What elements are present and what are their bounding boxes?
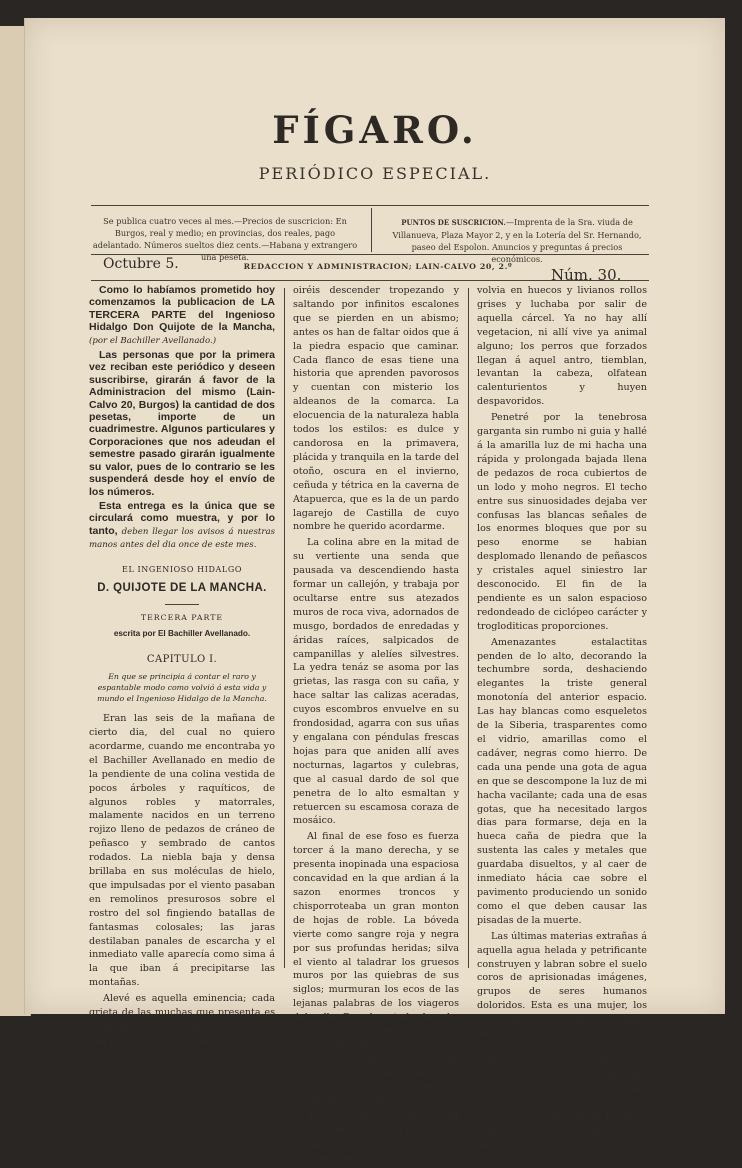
- dateline-rule-bottom: [91, 280, 649, 281]
- section-kicker: EL INGENIOSO HIDALGO: [122, 564, 242, 574]
- masthead-rule-top: [91, 205, 649, 206]
- subscription-prices: Se publica cuatro veces al mes.—Precios de suscricion: En Burgos, real y medio; en provincias, dos reales, pago adelantado. Números sueltos diez cents.—Habana y extrangero una peseta.: [92, 216, 358, 262]
- announcement-3-note: deben llegar los avisos á nuestras manos antes del dia once de este mes.: [89, 526, 275, 551]
- subscription-points: [385, 216, 649, 265]
- masthead-title: FÍGARO.: [272, 108, 478, 152]
- announcement-3: [89, 500, 275, 552]
- column-rule-1: [284, 288, 285, 968]
- body-paragraph: Eran las seis de la mañana de cierto dia, del cual no quiero acordarme, cuando me encontraba yo el Bachiller Avellanado en medio de la pendiente de una colina vestida de pocos árboles y raquíticos, de algunos robles y matorrales, malamente nacidos en un terreno rojizo lleno de pedazos de cráneo de peñasco y sembrado de cantos rodados. La niebla baja y densa brillaba en sus moléculas de hielo, que impulsadas por el viento pasaban en remolinos presurosos sobre el rostro del sol fingiendo batallas de fantasmas colosales; las jaras destilaban panales de escarcha y el inmediato valle aparecía como sima á la que iban á precipitarse las montañas.: [89, 713, 275, 989]
- chapter-summary: En que se principia á contar el raro y espantable modo como volvió á esta vida y mundo el Ingenioso Hidalgo de la Mancha.: [97, 672, 267, 704]
- announcements: [89, 284, 275, 552]
- subscription-points-label: PUNTOS DE SUSCRICION.: [401, 218, 506, 227]
- subscription-divider: [371, 208, 372, 252]
- announcement-2: Las personas que por la primera vez reciban este periódico y deseen suscribirse, girarán á favor de la Administracion del mismo (Lain-Calvo 20, Burgos) la cantidad de dos pesetas, importe de un cuadrimestre. Algunos particulares y Corporaciones que nos adeudan el semestre pasado girarán igualmente su valor, pues de lo contrario se les suspenderá desde hoy el envío de los números.: [89, 349, 275, 498]
- issue-date: Octubre 5.: [103, 256, 179, 272]
- announcement-3-text: Esta entrega es la única que se circulará como muestra, y por lo tanto,: [89, 499, 275, 537]
- section-part: TERCERA PARTE: [140, 613, 224, 623]
- newspaper-page: [24, 18, 725, 1165]
- body-paragraph: Al final de ese foso es fuerza torcer á la mano derecha, y se presenta inopinada una espaciosa concavidad en la que ardian á la sazon enormes troncos y chisporroteaba un gran monton de hojas de roble. La bóveda vierte como sangre roja y negra por sus profundas heridas; silva el viento al taladrar los gruesos muros por las quiebras de sus siglos; murmuran los ecos de las lejanas palabras de los viageros del valle. Por el costado derecho no hay paso, por el izquierdo se ve á flor de tierra un ojo monstruoso con su ceja de espantables dimensiones: la pupila de ese ojo es la entrada iracunda á la caverna.: [293, 831, 459, 1107]
- office-address: REDACCION Y ADMINISTRACION; LAIN-CALVO 20, 2.º: [243, 262, 513, 271]
- masthead-subtitle: PERIÓDICO ESPECIAL.: [258, 164, 492, 183]
- body-paragraph: Amenazantes estalactitas penden de lo alto, decorando la techumbre sorda, deshaciendo elegantes la triste general monotonía del anterior espacio. Las hay blancas como esqueletos de la Siberia, trasparentes como el vidrio, amarillas como el cadáver, negras como hierro. De cada una pende una gota de agua en que se descompone la luz de mi hacha vacilante; cada una de esas gotas, que ha necesitado largos dias para formarse, deja en la hueca caña de piedra que la sustenta las cales y metales que guardaba disueltos, y al caer de inmediato hácia cae sobre el pavimento produciendo un sonido como el que deben causar las pisadas de la muerte.: [477, 636, 647, 926]
- announcement-1: [89, 284, 275, 347]
- section-author: escrita por El Bachiller Avellanado.: [113, 629, 251, 639]
- announcement-1-note: (por el Bachiller Avellanado.): [89, 335, 217, 346]
- column-1: [89, 284, 275, 1050]
- column-2: [293, 284, 459, 1168]
- subscription-points-text: —Imprenta de la Sra. viuda de Villanueva, Plaza Mayor 2, y en la Lotería del Sr. Hernando, paseo del Espolon. Anuncios y preguntas á precios económicos.: [392, 217, 642, 264]
- body-paragraph: volvia en huecos y livianos rollos grises y luchaba por salir de aquella cárcel. Ya no hay allí vegetacion, ni allí vive ya animal alguno; los perros que forzados llegan á aquel antro, tiemblan, levantan la cabeza, olfatean calenturientos y huyen despavoridos.: [477, 285, 647, 408]
- body-paragraph: En el salvaje pórtico del subterráneo palacio el humo de la hoguera al dar con el rudo combado techo se re-: [293, 1111, 459, 1165]
- announcement-1-text: Como lo habíamos prometido hoy comenzamos la publicacion de LA TERCERA PARTE del Ingenioso Hidalgo Don Quijote de la Mancha,: [89, 284, 275, 334]
- body-paragraph: Alevé es aquella eminencia; cada grieta de las muchas que presenta es la garganta de un antro; si arrojais una piedra por cualquiera de ellas la: [89, 993, 275, 1046]
- issue-number: Núm. 30.: [551, 266, 622, 284]
- dateline-rule-top: [91, 254, 649, 255]
- body-paragraph: La colina abre en la mitad de su vertiente una senda que pausada va descendiendo hasta formar un callejón, y trabaja por ocultarse entre sus atezados muros de roca viva, adornados de musgo, bordados de enredadas y áridas raíces, salpicados de campanillas y alelíes silvestres. La yedra tenáz se asoma por las grietas, las rasga con su caña, y hace saltar las calizas aceradas, cuyos escombros envuelve en su frondosidad, agarra con sus uñas y engalana con péndulas frescas hojas para que aniden allí aves nocturnas, lagartos y culebras, que al casual dardo de sol que penetra de lo alto esmaltan y retuercen su escamosa coraza de mosáico.: [293, 537, 459, 827]
- body-paragraph: Penetré por la tenebrosa garganta sin rumbo ni guia y hallé á la amarilla luz de mi hacha una rápida y prolongada bajada llena de pedazos de roca cubiertos de un lodo y moho negros. El techo entre sus sinuosidades dejaba ver confusas las blancas señales de los enormes bloques que por su peso enorme se habian desplomado llenando de peñascos y cristales aquel siniestro lar desconocido. El fin de la pendiente es un salon espacioso redondeado de ciclópeo carácter y trogloditicas proporciones.: [477, 412, 647, 632]
- section-title: D. QUIJOTE DE LA MANCHA.: [97, 582, 267, 595]
- column-rule-2: [468, 288, 469, 968]
- body-paragraph: oiréis descender tropezando y saltando por infinitos escalones que se pierden en un abismo; antes os han de faltar oidos que á la piedra espacio que caminar. Cada flanco de esas tiene una historia que aprenden pavorosos y cuentan con misterio los aldeanos de la comarca. La elocuencia de la naturaleza habla todos los estilos: es dulce y candorosa en la primavera, plácida y tranquila en la tarde del otoño, oscura en el invierno, ceñuda y tétrica en la caverna de Atapuerca, que es la de un pardo lagarejo de Castilla de cuyo nombre he querido acordarme.: [293, 285, 459, 533]
- chapter-heading: CAPITULO I.: [146, 654, 218, 666]
- section-divider: [165, 604, 199, 605]
- body-paragraph: Las últimas materias extrañas á aquella agua helada y petrificante construyen y labran sobre el suelo coros de aprisionadas imágenes, grupos de seres humanos doloridos. Esta es una mujer, los ojos bajos, el húmedo cabello despeinado, caido sobre los hombros, los brazos cruzados sobre el pecho; aquellas son plañideras, las cabezas al cielo suplicante, procurando en vano exhalar ayes tristísimos; esotros son seres que brotan de la tierra rompiéndola y levantándola con deslavados cráneos; aque-: [477, 930, 647, 1151]
